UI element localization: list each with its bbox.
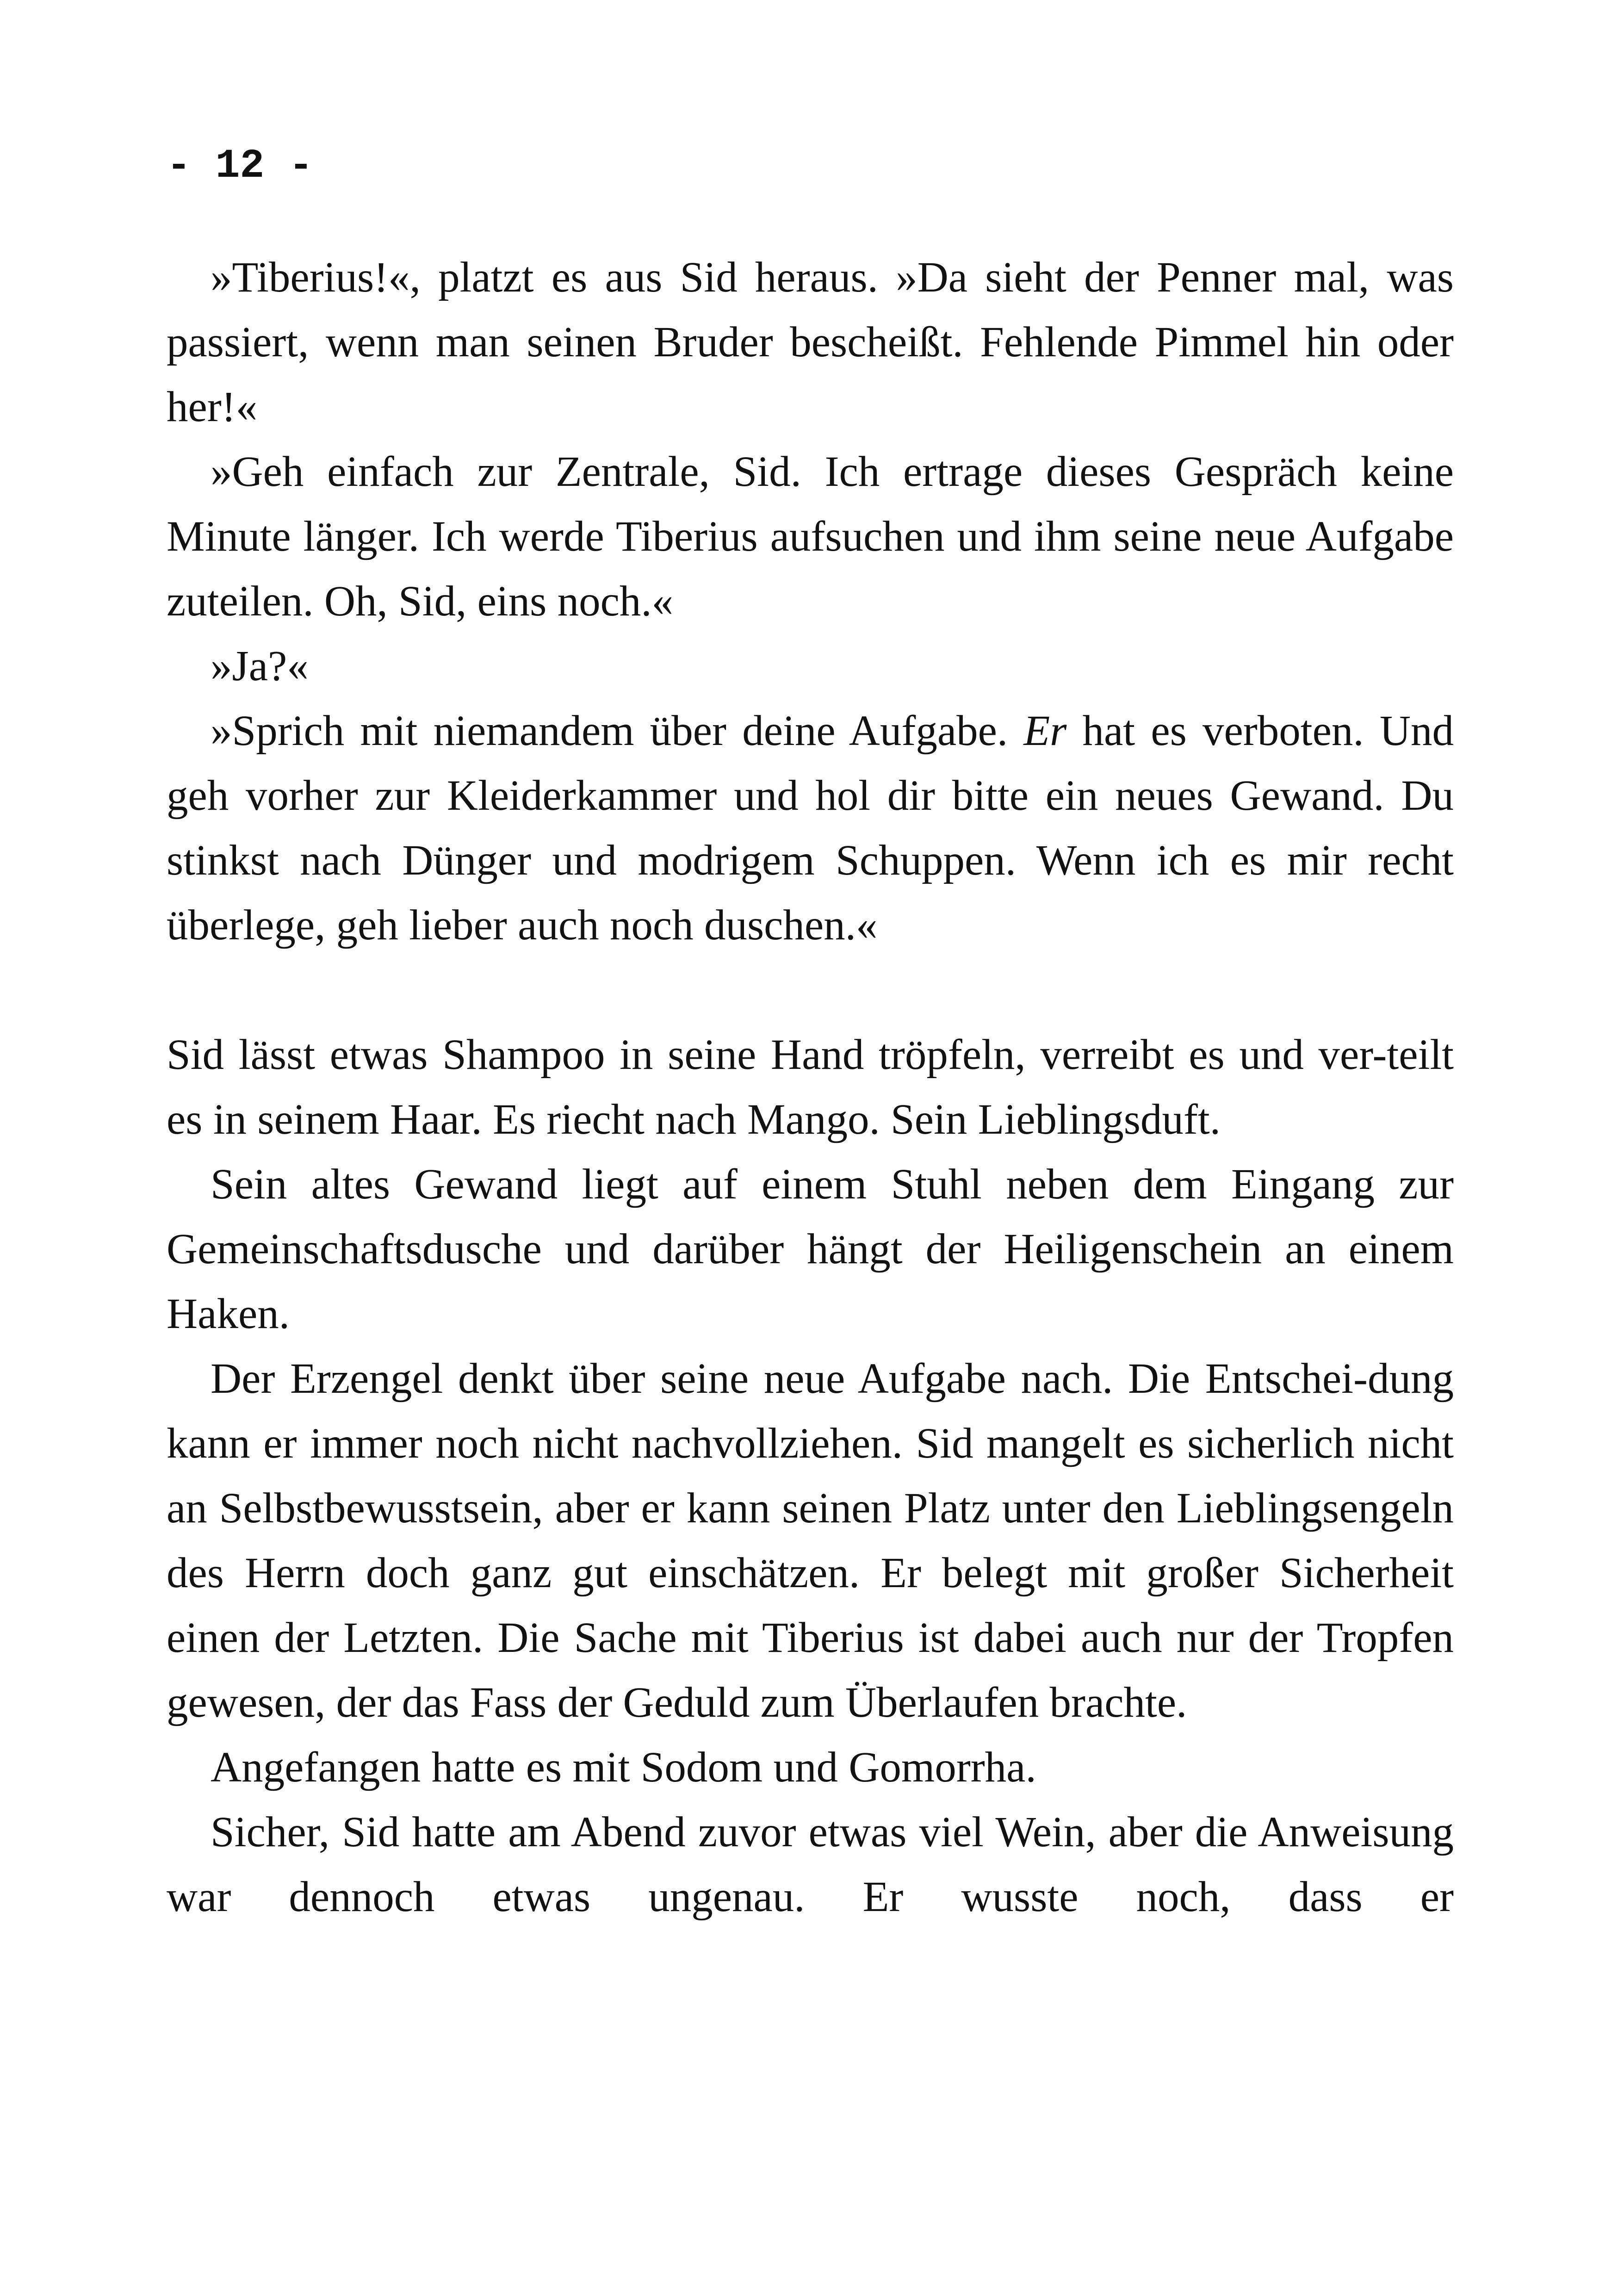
paragraph-text: »Ja?«: [211, 642, 309, 690]
paragraph: [167, 245, 1454, 440]
paragraph-text: Sein altes Gewand liegt auf einem Stuhl neben dem Eingang zur Gemeinschaftsdusche und darüber hängt der Heiligenschein an einem Haken.: [167, 1160, 1454, 1338]
paragraph: [167, 1800, 1454, 1930]
paragraph: [167, 440, 1454, 634]
paragraph-text: Der Erzengel denkt über seine neue Aufgabe nach. Die Entschei-dung kann er immer noch nicht nachvollziehen. Sid mangelt es sicherlich nicht an Selbstbewusstsein, aber er kann seinen Platz unter den Lieblingsengeln des Herrn doch ganz gut einschätzen. Er belegt mit großer Sicherheit einen der Letzten. Die Sache mit Tiberius ist dabei auch nur der Tropfen gewesen, der das Fass der Geduld zum Überlaufen brachte.: [167, 1355, 1454, 1726]
page-number: - 12 -: [167, 143, 313, 189]
paragraph-text: »Geh einfach zur Zentrale, Sid. Ich ertrage dieses Gespräch keine Minute länger. Ich werde Tiberius aufsuchen und ihm seine neue Aufgabe zuteilen. Oh, Sid, eins noch.«: [167, 448, 1454, 625]
paragraph: [167, 634, 1454, 699]
paragraph-scene-start: [167, 1023, 1454, 1152]
paragraph-text: hat es verboten. Und geh vorher zur Kleiderkammer und hol dir bitte ein neues Gewand. Du stinkst nach Dünger und modrigem Schuppen. Wenn ich es mir recht überlege, geh lieber auch noch duschen.«: [167, 707, 1454, 949]
paragraph: [167, 1735, 1454, 1800]
emphasis-text: Er: [1023, 707, 1067, 755]
body-text: [167, 245, 1454, 1930]
paragraph-text: Sid lässt etwas Shampoo in seine Hand tröpfeln, verreibt es und ver-teilt es in seinem Haar. Es riecht nach Mango. Sein Lieblingsduft.: [167, 1031, 1454, 1143]
paragraph: [167, 699, 1454, 958]
paragraph-text: Sicher, Sid hatte am Abend zuvor etwas viel Wein, aber die Anweisung war dennoch etwas ungenau. Er wusste noch, dass er: [167, 1808, 1454, 1921]
paragraph-text: Angefangen hatte es mit Sodom und Gomorrha.: [211, 1744, 1036, 1791]
paragraph-text: »Tiberius!«, platzt es aus Sid heraus. »Da sieht der Penner mal, was passiert, wenn man seinen Bruder bescheißt. Fehlende Pimmel hin oder her!«: [167, 254, 1454, 431]
paragraph: [167, 1347, 1454, 1735]
paragraph: [167, 1152, 1454, 1347]
paragraph-text: »Sprich mit niemandem über deine Aufgabe.: [211, 707, 1024, 755]
